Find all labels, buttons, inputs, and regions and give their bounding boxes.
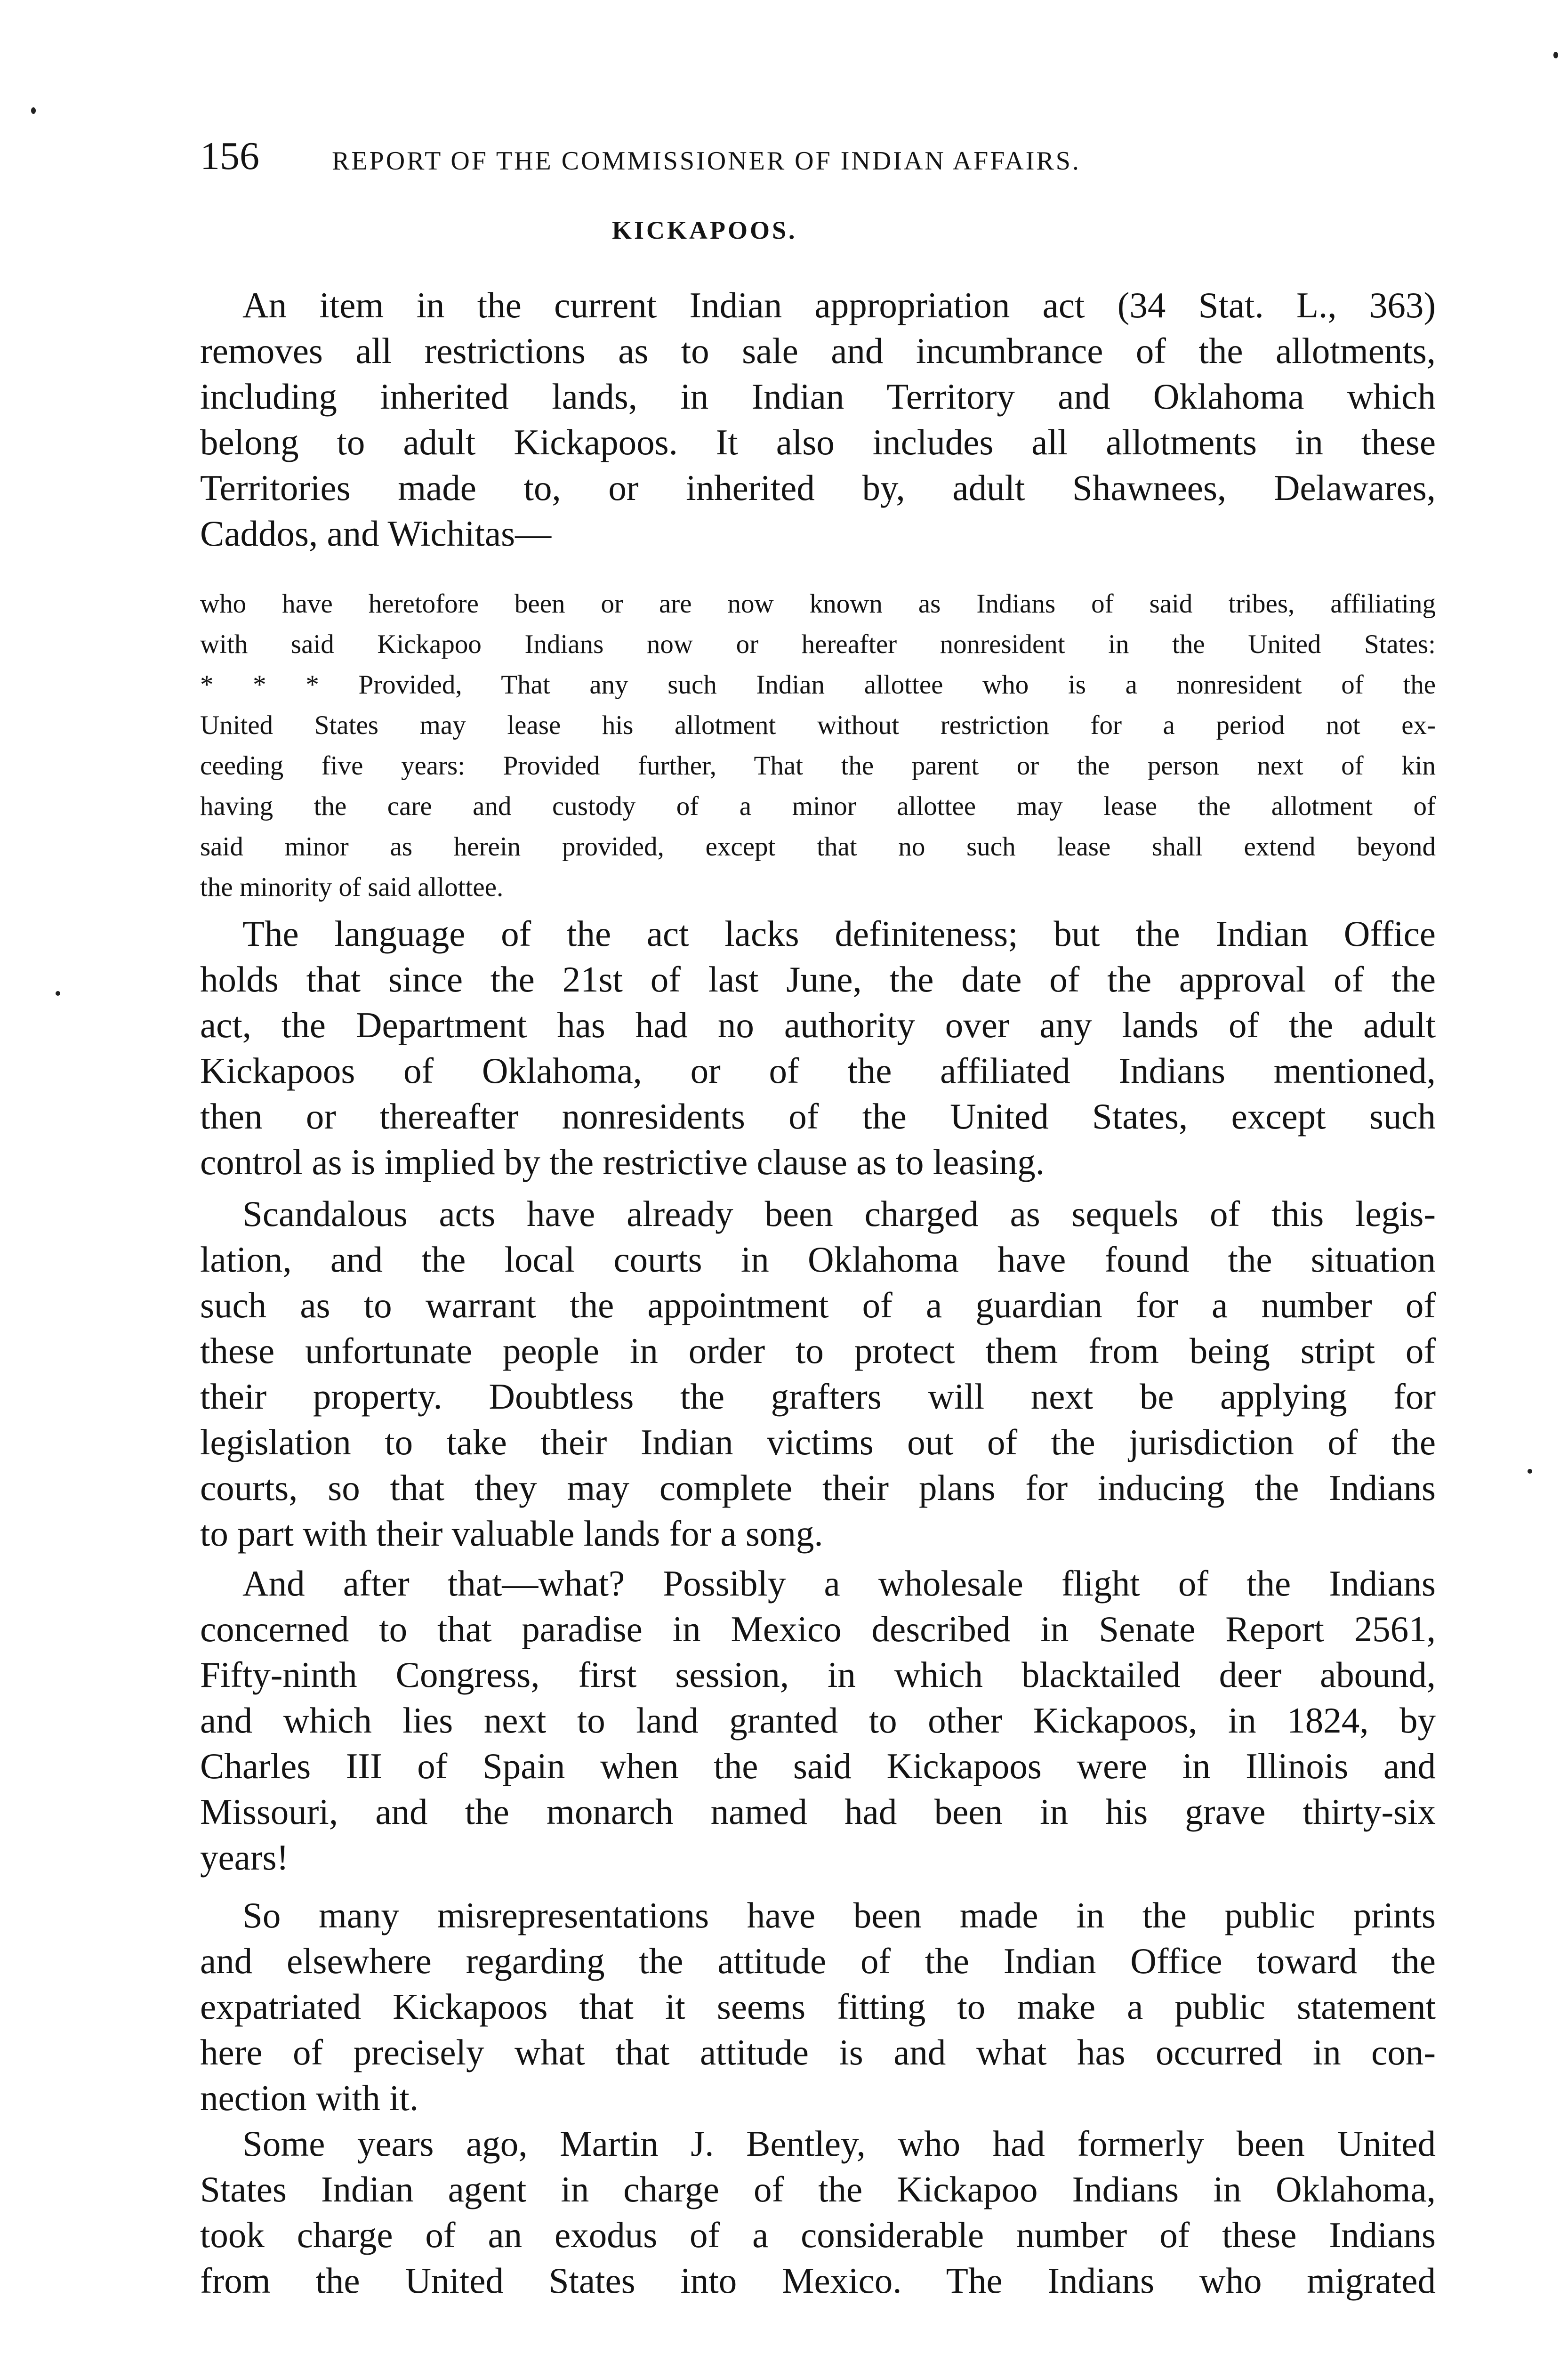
text-line: expatriated Kickapoos that it seems fitting to make a public statement — [200, 1986, 1436, 2027]
quote-line: ceeding five years: Provided further, That the parent or the person next of kin — [200, 751, 1436, 781]
text-line: States Indian agent in charge of the Kickapoo Indians in Oklahoma, — [200, 2169, 1436, 2209]
text-line: And after that—what? Possibly a wholesale flight of the Indians — [242, 1563, 1436, 1604]
page-number: 156 — [200, 134, 259, 178]
paragraph-language — [200, 911, 1436, 1185]
paragraph-bentley — [200, 2121, 1436, 2304]
text-line: such as to warrant the appointment of a guardian for a number of — [200, 1285, 1436, 1325]
text-line: nection with it. — [200, 2078, 419, 2118]
text-line: An item in the current Indian appropriation act (34 Stat. L., 363) — [242, 285, 1436, 325]
text-line: concerned to that paradise in Mexico described in Senate Report 2561, — [200, 1609, 1436, 1649]
quote-line: United States may lease his allotment without restriction for a period not ex- — [200, 710, 1436, 740]
text-line: Territories made to, or inherited by, adult Shawnees, Delawares, — [200, 468, 1436, 508]
running-title: REPORT OF THE COMMISSIONER OF INDIAN AFFAIRS. — [332, 146, 1081, 176]
text-line: The language of the act lacks definiteness; but the Indian Office — [242, 913, 1436, 954]
text-line: Some years ago, Martin J. Bentley, who had formerly been United — [242, 2123, 1436, 2164]
text-line: holds that since the 21st of last June, the date of the approval of the — [200, 959, 1436, 1000]
text-line: Missouri, and the monarch named had been in his grave thirty-six — [200, 1791, 1436, 1832]
text-line: and elsewhere regarding the attitude of the Indian Office toward the — [200, 1941, 1436, 1981]
quote-line: having the care and custody of a minor allottee may lease the allotment of — [200, 791, 1436, 821]
scan-speck — [1528, 1469, 1532, 1474]
quote-line: said minor as herein provided, except that no such lease shall extend beyond — [200, 832, 1436, 862]
text-line: So many misrepresentations have been made in the public prints — [242, 1895, 1436, 1935]
paragraph-scandalous — [200, 1191, 1436, 1556]
text-line: then or thereafter nonresidents of the United States, except such — [200, 1096, 1436, 1137]
text-line: their property. Doubtless the grafters will next be applying for — [200, 1376, 1436, 1417]
text-line: act, the Department has had no authority over any lands of the adult — [200, 1005, 1436, 1045]
text-line: lation, and the local courts in Oklahoma have found the situation — [200, 1239, 1436, 1280]
scan-speck — [31, 107, 36, 114]
block-quote — [200, 584, 1436, 908]
text-line: control as is implied by the restrictive clause as to leasing. — [200, 1142, 1045, 1182]
scan-speck — [56, 991, 60, 996]
text-line: to part with their valuable lands for a song. — [200, 1513, 823, 1554]
paragraph-after-that — [200, 1561, 1436, 1880]
text-line: courts, so that they may complete their plans for inducing the Indians — [200, 1467, 1436, 1508]
quote-line: who have heretofore been or are now known as Indians of said tribes, affiliating — [200, 589, 1436, 619]
text-line: here of precisely what that attitude is and what has occurred in con- — [200, 2032, 1436, 2072]
text-line: took charge of an exodus of a considerable number of these Indians — [200, 2215, 1436, 2255]
text-line: legislation to take their Indian victims out of the jurisdiction of the — [200, 1422, 1436, 1462]
text-line: Kickapoos of Oklahoma, or of the affiliated Indians mentioned, — [200, 1050, 1436, 1091]
text-line: Charles III of Spain when the said Kickapoos were in Illinois and — [200, 1746, 1436, 1786]
text-line: Caddos, and Wichitas— — [200, 513, 552, 554]
text-line: including inherited lands, in Indian Territory and Oklahoma which — [200, 376, 1436, 417]
text-line: belong to adult Kickapoos. It also includes all allotments in these — [200, 422, 1436, 462]
section-title: KICKAPOOS. — [612, 216, 797, 244]
scan-speck — [1553, 52, 1558, 58]
text-line: Scandalous acts have already been charged as sequels of this legis- — [242, 1193, 1436, 1234]
text-line: from the United States into Mexico. The Indians who migrated — [200, 2260, 1436, 2301]
quote-line: with said Kickapoo Indians now or hereafter nonresident in the United States: — [200, 629, 1436, 659]
quote-line: the minority of said allottee. — [200, 872, 504, 902]
paragraph-intro — [200, 282, 1436, 556]
paragraph-misrepresentations — [200, 1893, 1436, 2121]
quote-line: * * * Provided, That any such Indian allottee who is a nonresident of the — [200, 670, 1436, 700]
text-line: and which lies next to land granted to other Kickapoos, in 1824, by — [200, 1700, 1436, 1741]
text-line: years! — [200, 1837, 289, 1878]
text-line: Fifty-ninth Congress, first session, in which blacktailed deer abound, — [200, 1654, 1436, 1695]
text-line: these unfortunate people in order to protect them from being stript of — [200, 1330, 1436, 1371]
running-head — [200, 133, 1438, 185]
text-line: removes all restrictions as to sale and incumbrance of the allotments, — [200, 331, 1436, 371]
